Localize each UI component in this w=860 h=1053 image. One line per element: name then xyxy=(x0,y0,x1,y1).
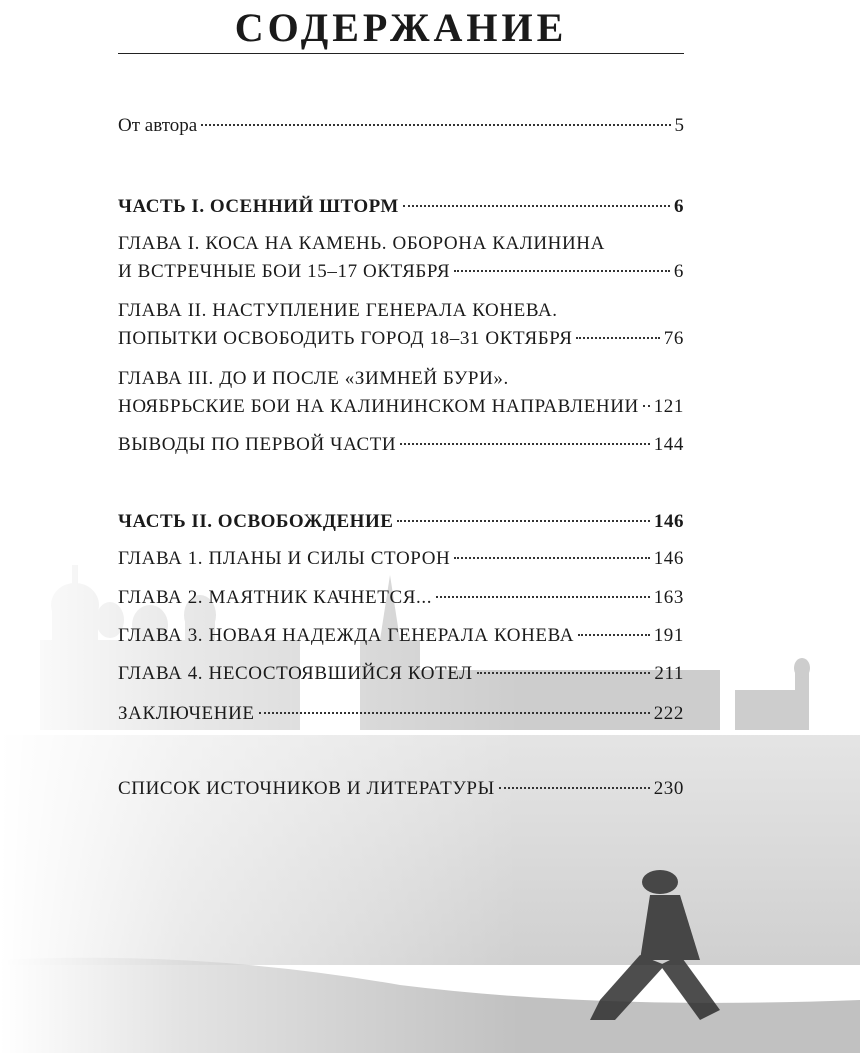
page-number: 5 xyxy=(674,115,684,136)
toc-entry-chapter-3[interactable] xyxy=(118,365,684,421)
leader-dots xyxy=(201,123,670,126)
toc-entry-part-2-chapter-4[interactable] xyxy=(118,660,684,688)
entry-title: От автора xyxy=(118,115,198,136)
leader-dots xyxy=(400,442,649,445)
leader-dots xyxy=(576,336,659,339)
toc-entry-conclusion[interactable] xyxy=(118,700,684,728)
entry-title-line-2: И ВСТРЕЧНЫЕ БОИ 15–17 ОКТЯБРЯ xyxy=(118,261,451,282)
entry-title-line-2: ПОПЫТКИ ОСВОБОДИТЬ ГОРОД 18–31 ОКТЯБРЯ xyxy=(118,328,573,349)
leader-dots xyxy=(454,556,649,559)
page-number: 144 xyxy=(653,434,684,455)
page-number: 6 xyxy=(673,261,684,282)
leader-dots xyxy=(454,269,670,272)
page-number: 191 xyxy=(653,625,684,646)
page-number: 76 xyxy=(663,328,684,349)
page-number: 211 xyxy=(654,663,684,684)
entry-title: ГЛАВА 3. НОВАЯ НАДЕЖДА ГЕНЕРАЛА КОНЕВА xyxy=(118,625,575,646)
entry-title: ГЛАВА 1. ПЛАНЫ И СИЛЫ СТОРОН xyxy=(118,548,451,569)
entry-title-line-1: ГЛАВА III. ДО И ПОСЛЕ «ЗИМНЕЙ БУРИ». xyxy=(118,368,509,389)
page-number: 163 xyxy=(653,587,684,608)
page-number: 222 xyxy=(653,703,684,724)
toc-entry-chapter-1[interactable] xyxy=(118,230,684,286)
entry-title-line-2: НОЯБРЬСКИЕ БОИ НА КАЛИНИНСКОМ НАПРАВЛЕНИИ xyxy=(118,396,639,417)
entry-title: ГЛАВА 2. МАЯТНИК КАЧНЕТСЯ... xyxy=(118,587,433,608)
entry-title: ВЫВОДЫ ПО ПЕРВОЙ ЧАСТИ xyxy=(118,434,397,455)
entry-title: ЧАСТЬ II. ОСВОБОЖДЕНИЕ xyxy=(118,511,394,532)
entry-title: ЧАСТЬ I. ОСЕННИЙ ШТОРМ xyxy=(118,196,399,217)
leader-dots xyxy=(578,633,650,636)
page-number: 146 xyxy=(654,511,684,532)
toc-entry-part-2-chapter-1[interactable] xyxy=(118,545,684,573)
entry-title: ГЛАВА 4. НЕСОСТОЯВШИЙСЯ КОТЕЛ xyxy=(118,663,473,684)
leader-dots xyxy=(259,711,650,714)
entry-title-line-1: ГЛАВА II. НАСТУПЛЕНИЕ ГЕНЕРАЛА КОНЕВА. xyxy=(118,300,558,321)
leader-dots xyxy=(643,404,650,407)
entry-title-line-1: ГЛАВА I. КОСА НА КАМЕНЬ. ОБОРОНА КАЛИНИНА xyxy=(118,233,605,254)
leader-dots xyxy=(403,204,670,207)
leader-dots xyxy=(397,519,650,522)
page-number: 230 xyxy=(653,778,684,799)
page-number: 121 xyxy=(653,396,684,417)
leader-dots xyxy=(436,595,650,598)
page-number: 6 xyxy=(674,196,684,217)
toc-entry-part-2-chapter-3[interactable] xyxy=(118,622,684,650)
leader-dots xyxy=(477,671,651,674)
page-number: 146 xyxy=(653,548,684,569)
toc-entry-part-1[interactable] xyxy=(118,193,684,221)
toc-entry-sources[interactable] xyxy=(118,775,684,803)
leader-dots xyxy=(499,786,650,789)
toc-entry-chapter-2[interactable] xyxy=(118,297,684,353)
toc-entry-part-1-conclusions[interactable] xyxy=(118,431,684,459)
title-rule xyxy=(118,53,684,54)
toc-entry-author[interactable] xyxy=(118,112,684,140)
entry-title: ЗАКЛЮЧЕНИЕ xyxy=(118,703,255,724)
toc-entry-part-2-chapter-2[interactable] xyxy=(118,584,684,612)
entry-title: СПИСОК ИСТОЧНИКОВ И ЛИТЕРАТУРЫ xyxy=(118,778,495,799)
page-title: СОДЕРЖАНИЕ xyxy=(234,5,568,50)
toc-entry-part-2[interactable] xyxy=(118,508,684,536)
